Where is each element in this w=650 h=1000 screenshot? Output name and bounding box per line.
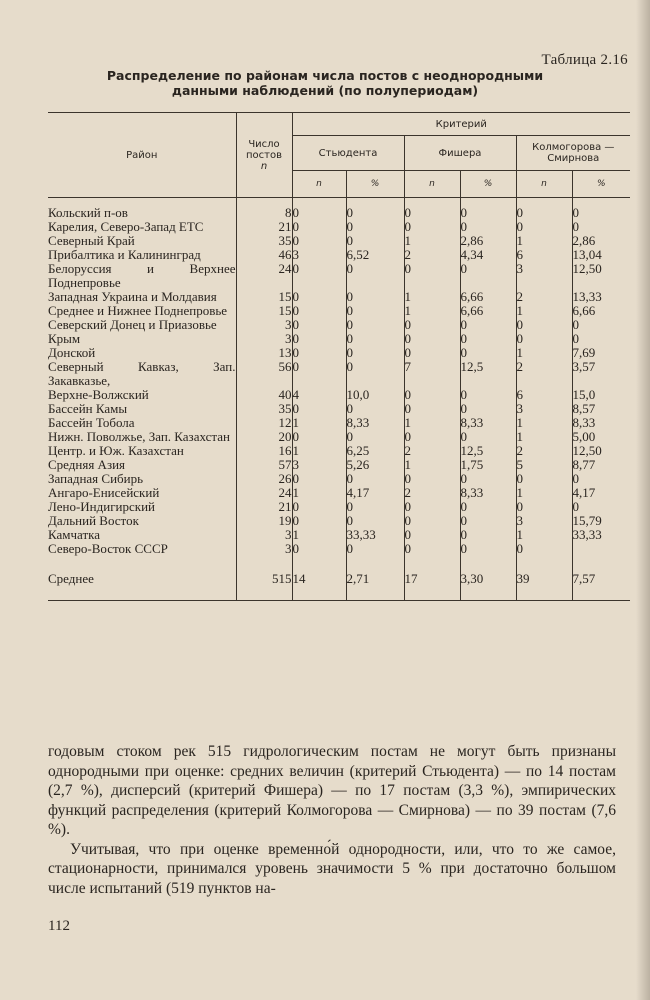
cell-region: Прибалтика и Калининград xyxy=(48,247,201,262)
cell-kolmogorov-n: 1 xyxy=(516,416,572,430)
cell-kolmogorov-pct: 0 xyxy=(572,220,630,234)
table-row xyxy=(48,388,630,402)
cell-region: Крым xyxy=(48,331,81,346)
table-row xyxy=(48,262,630,290)
header-student: Стьюдента xyxy=(292,136,404,171)
caption-line: данными наблюдений (по полупериодам) xyxy=(171,83,479,98)
cell-student-n: 0 xyxy=(292,318,346,332)
cell-posts: 35 xyxy=(236,402,292,416)
cell-student-pct: 0 xyxy=(346,346,404,360)
cell-fisher-pct: 0 xyxy=(460,206,516,220)
cell-posts: 21 xyxy=(236,220,292,234)
cell-kolmogorov-pct: 13,33 xyxy=(572,290,630,304)
cell-kolmogorov-n: 0 xyxy=(516,318,572,332)
cell-fisher-n: 2 xyxy=(404,248,460,262)
table-row xyxy=(48,304,630,318)
cell-fisher-pct: 0 xyxy=(460,500,516,514)
cell-kolmogorov-n: 1 xyxy=(516,304,572,318)
cell-fisher-pct: 6,66 xyxy=(460,304,516,318)
header-n: n xyxy=(292,171,346,198)
cell-fisher-pct: 4,34 xyxy=(460,248,516,262)
table-row xyxy=(48,444,630,458)
cell-posts: 35 xyxy=(236,234,292,248)
cell-kolmogorov-n: 6 xyxy=(516,248,572,262)
cell-student-pct: 0 xyxy=(346,220,404,234)
cell-student-pct: 0 xyxy=(346,472,404,486)
cell-kolmogorov-pct: 6,66 xyxy=(572,304,630,318)
table-row xyxy=(48,402,630,416)
cell-fisher-pct: 0 xyxy=(460,430,516,444)
cell-kolmogorov-pct: 0 xyxy=(572,500,630,514)
cell-student-n: 0 xyxy=(292,402,346,416)
cell-fisher-pct: 0 xyxy=(460,388,516,402)
cell-fisher-n: 0 xyxy=(404,262,460,290)
cell-kolmogorov-pct: 12,50 xyxy=(572,444,630,458)
table-row xyxy=(48,318,630,332)
cell-student-n: 1 xyxy=(292,528,346,542)
cell-region: Западная Украина и Молдавия xyxy=(48,289,217,304)
cell-region: Белоруссия и Верхнее Поднепровье xyxy=(48,261,236,290)
table-row xyxy=(48,528,630,542)
cell-student-pct: 0 xyxy=(346,318,404,332)
cell-fisher-n: 0 xyxy=(404,388,460,402)
page-number: 112 xyxy=(48,918,70,934)
cell-kolmogorov-pct xyxy=(572,542,630,556)
cell-kolmogorov-pct: 3,57 xyxy=(572,360,630,388)
cell-posts: 15 xyxy=(236,290,292,304)
cell-student-n: 0 xyxy=(292,234,346,248)
cell-fisher-n: 0 xyxy=(404,346,460,360)
cell-posts: 56 xyxy=(236,360,292,388)
cell-fisher-pct: 0 xyxy=(460,332,516,346)
cell-student-pct: 0 xyxy=(346,514,404,528)
cell-region: Бассейн Тобола xyxy=(48,415,135,430)
cell-kolmogorov-pct: 4,17 xyxy=(572,486,630,500)
cell-fisher-pct: 0 xyxy=(460,318,516,332)
cell-student-n: 1 xyxy=(292,486,346,500)
cell-fisher-n: 0 xyxy=(404,472,460,486)
cell-kolmogorov-pct: 12,50 xyxy=(572,262,630,290)
cell-fisher-pct: 0 xyxy=(460,514,516,528)
cell-posts: 8 xyxy=(236,206,292,220)
cell-fisher-pct: 8,33 xyxy=(460,486,516,500)
cell-student-n: 1 xyxy=(292,416,346,430)
cell-region: Северский Донец и Приазовье xyxy=(48,317,217,332)
cell-student-n: 4 xyxy=(292,388,346,402)
cell-fisher-pct: 0 xyxy=(460,220,516,234)
cell-kolmogorov-pct: 0 xyxy=(572,472,630,486)
cell-region: Донской xyxy=(48,345,96,360)
cell-posts: 46 xyxy=(236,248,292,262)
cell-student-n: 1 xyxy=(292,444,346,458)
cell-student-pct: 0 xyxy=(346,332,404,346)
cell-kolmogorov-n: 3 xyxy=(516,262,572,290)
cell-kolmogorov-n: 0 xyxy=(516,500,572,514)
cell-fisher-pct: 0 xyxy=(460,402,516,416)
cell-student-pct: 6,25 xyxy=(346,444,404,458)
cell-fisher-n: 1 xyxy=(404,416,460,430)
header-n: n xyxy=(404,171,460,198)
cell-kolmogorov-pct: 15,79 xyxy=(572,514,630,528)
cell-posts: 3 xyxy=(236,528,292,542)
cell-student-n: 0 xyxy=(292,514,346,528)
table-row xyxy=(48,486,630,500)
average-label: Среднее xyxy=(48,572,236,601)
cell-fisher-pct: 0 xyxy=(460,542,516,556)
table-row xyxy=(48,458,630,472)
cell-posts: 12 xyxy=(236,416,292,430)
cell-fisher-n: 0 xyxy=(404,206,460,220)
cell-kolmogorov-n: 1 xyxy=(516,528,572,542)
cell-kolmogorov-n: 1 xyxy=(516,234,572,248)
cell-fisher-pct: 12,5 xyxy=(460,360,516,388)
table-row xyxy=(48,472,630,486)
table-row xyxy=(48,206,630,220)
cell-posts: 3 xyxy=(236,332,292,346)
cell-student-pct: 8,33 xyxy=(346,416,404,430)
cell-student-n: 0 xyxy=(292,472,346,486)
table-row xyxy=(48,332,630,346)
cell-kolmogorov-n: 5 xyxy=(516,458,572,472)
cell-region: Северо-Восток СССР xyxy=(48,541,168,556)
cell-student-n: 0 xyxy=(292,500,346,514)
cell-region: Средняя Азия xyxy=(48,457,126,472)
cell-student-pct: 0 xyxy=(346,402,404,416)
cell-student-pct: 0 xyxy=(346,234,404,248)
table-row xyxy=(48,500,630,514)
cell-fisher-pct: 12,5 xyxy=(460,444,516,458)
cell-fisher-n: 0 xyxy=(404,542,460,556)
header-kolmogorov: Колмогорова — Смирнова xyxy=(516,136,630,171)
cell-posts: 3 xyxy=(236,318,292,332)
cell-posts: 24 xyxy=(236,262,292,290)
cell-region: Карелия, Северо-Запад ЕТС xyxy=(48,219,204,234)
cell-fisher-pct: 0 xyxy=(460,262,516,290)
cell-student-pct: 4,17 xyxy=(346,486,404,500)
cell-student-pct: 0 xyxy=(346,304,404,318)
cell-region: Западная Сибирь xyxy=(48,471,144,486)
cell-kolmogorov-n: 2 xyxy=(516,290,572,304)
cell-kolmogorov-n: 2 xyxy=(516,444,572,458)
cell-kolmogorov-pct: 15,0 xyxy=(572,388,630,402)
cell-posts: 20 xyxy=(236,430,292,444)
cell-student-pct: 6,52 xyxy=(346,248,404,262)
cell-kolmogorov-pct: 8,33 xyxy=(572,416,630,430)
cell-student-pct: 5,26 xyxy=(346,458,404,472)
header-fisher: Фишера xyxy=(404,136,516,171)
cell-student-n: 0 xyxy=(292,262,346,290)
cell-region: Верхне-Волжский xyxy=(48,387,149,402)
cell-posts: 3 xyxy=(236,542,292,556)
cell-region: Ангаро-Енисейский xyxy=(48,485,160,500)
header-posts: Число постов n xyxy=(236,113,292,198)
cell-posts: 515 xyxy=(236,572,292,601)
cell-posts: 21 xyxy=(236,500,292,514)
header-criterion: Критерий xyxy=(292,113,630,136)
cell-fisher-n: 17 xyxy=(404,572,460,601)
header-pct: % xyxy=(572,171,630,198)
cell-student-n: 0 xyxy=(292,220,346,234)
body-text xyxy=(48,742,616,898)
cell-fisher-pct: 1,75 xyxy=(460,458,516,472)
cell-student-pct: 0 xyxy=(346,360,404,388)
cell-kolmogorov-pct: 5,00 xyxy=(572,430,630,444)
table-row xyxy=(48,416,630,430)
cell-fisher-pct: 0 xyxy=(460,346,516,360)
cell-posts: 24 xyxy=(236,486,292,500)
paragraph: годовым стоком рек 515 гидрологическим постам не могут быть признаны однородными при оценке: средних величин (критерий Стьюдента) — по 14 постам (2,7 %), дисперсий (критерий Фишера) — по 17 постам (3,3 %), эмпирических функций распределения (критерий Колмогорова — Смирнова) — по 39 постам (7,6 %). xyxy=(48,743,616,838)
cell-kolmogorov-n: 3 xyxy=(516,514,572,528)
cell-kolmogorov-pct: 7,57 xyxy=(572,572,630,601)
cell-region: Нижн. Поволжье, Зап. Казахстан xyxy=(48,429,230,444)
cell-region: Лено-Индигирский xyxy=(48,499,155,514)
cell-student-pct: 0 xyxy=(346,206,404,220)
table-row xyxy=(48,220,630,234)
cell-student-pct: 10,0 xyxy=(346,388,404,402)
cell-student-n: 0 xyxy=(292,206,346,220)
header-region: Район xyxy=(48,113,236,198)
table-row xyxy=(48,248,630,262)
cell-posts: 15 xyxy=(236,304,292,318)
cell-kolmogorov-n: 39 xyxy=(516,572,572,601)
table-row xyxy=(48,542,630,556)
table-row xyxy=(48,430,630,444)
cell-fisher-n: 0 xyxy=(404,528,460,542)
cell-fisher-n: 0 xyxy=(404,402,460,416)
cell-posts: 19 xyxy=(236,514,292,528)
cell-fisher-pct: 6,66 xyxy=(460,290,516,304)
cell-fisher-pct: 0 xyxy=(460,472,516,486)
cell-posts: 16 xyxy=(236,444,292,458)
table-row xyxy=(48,514,630,528)
cell-posts: 13 xyxy=(236,346,292,360)
cell-student-n: 0 xyxy=(292,332,346,346)
cell-kolmogorov-n: 3 xyxy=(516,402,572,416)
cell-student-n: 14 xyxy=(292,572,346,601)
cell-student-pct: 0 xyxy=(346,430,404,444)
paragraph: Учитывая, что при оценке временно́й однородности, или, что то же самое, стационарности, принимался уровень значимости 5 % при достаточно большом числе испытаний (519 пунктов на- xyxy=(48,840,616,897)
cell-fisher-n: 0 xyxy=(404,318,460,332)
cell-kolmogorov-pct: 13,04 xyxy=(572,248,630,262)
data-table xyxy=(48,112,630,601)
cell-student-n: 0 xyxy=(292,430,346,444)
cell-fisher-n: 0 xyxy=(404,430,460,444)
cell-kolmogorov-pct: 8,57 xyxy=(572,402,630,416)
cell-kolmogorov-n: 1 xyxy=(516,486,572,500)
table-number: Таблица 2.16 xyxy=(541,52,628,68)
cell-fisher-n: 7 xyxy=(404,360,460,388)
table-caption xyxy=(90,68,560,98)
cell-kolmogorov-pct: 8,77 xyxy=(572,458,630,472)
cell-fisher-n: 1 xyxy=(404,458,460,472)
cell-student-pct: 0 xyxy=(346,500,404,514)
cell-kolmogorov-pct: 33,33 xyxy=(572,528,630,542)
cell-fisher-n: 2 xyxy=(404,486,460,500)
cell-region: Среднее и Нижнее Поднепровье xyxy=(48,303,228,318)
cell-kolmogorov-pct: 7,69 xyxy=(572,346,630,360)
cell-region: Бассейн Камы xyxy=(48,401,128,416)
caption-line: Распределение по районам числа постов с неоднородными xyxy=(106,68,544,83)
cell-kolmogorov-pct: 2,86 xyxy=(572,234,630,248)
cell-region: Дальний Восток xyxy=(48,513,139,528)
cell-student-n: 0 xyxy=(292,304,346,318)
cell-kolmogorov-n: 0 xyxy=(516,542,572,556)
cell-kolmogorov-n: 2 xyxy=(516,360,572,388)
cell-fisher-n: 0 xyxy=(404,220,460,234)
header-n: n xyxy=(516,171,572,198)
cell-fisher-pct: 0 xyxy=(460,528,516,542)
cell-student-pct: 0 xyxy=(346,542,404,556)
cell-fisher-pct: 3,30 xyxy=(460,572,516,601)
cell-kolmogorov-n: 0 xyxy=(516,472,572,486)
cell-kolmogorov-n: 0 xyxy=(516,220,572,234)
cell-kolmogorov-n: 0 xyxy=(516,332,572,346)
table-row xyxy=(48,360,630,388)
header-pct: % xyxy=(346,171,404,198)
cell-region: Камчатка xyxy=(48,527,101,542)
cell-student-n: 0 xyxy=(292,290,346,304)
cell-fisher-n: 1 xyxy=(404,234,460,248)
cell-student-n: 0 xyxy=(292,360,346,388)
cell-kolmogorov-n: 1 xyxy=(516,430,572,444)
cell-student-pct: 33,33 xyxy=(346,528,404,542)
cell-region: Центр. и Юж. Казахстан xyxy=(48,443,184,458)
cell-fisher-n: 0 xyxy=(404,514,460,528)
cell-fisher-pct: 8,33 xyxy=(460,416,516,430)
cell-posts: 57 xyxy=(236,458,292,472)
cell-fisher-pct: 2,86 xyxy=(460,234,516,248)
table-row xyxy=(48,234,630,248)
cell-kolmogorov-pct: 0 xyxy=(572,318,630,332)
cell-student-n: 0 xyxy=(292,346,346,360)
cell-student-pct: 0 xyxy=(346,262,404,290)
cell-kolmogorov-pct: 0 xyxy=(572,332,630,346)
cell-student-n: 3 xyxy=(292,248,346,262)
cell-student-n: 3 xyxy=(292,458,346,472)
cell-posts: 26 xyxy=(236,472,292,486)
table-row xyxy=(48,346,630,360)
cell-region: Северный Кавказ, Зап. Закавказье, xyxy=(48,359,236,388)
cell-fisher-n: 0 xyxy=(404,332,460,346)
cell-student-n: 0 xyxy=(292,542,346,556)
page-edge-shadow xyxy=(636,0,650,1000)
cell-student-pct: 2,71 xyxy=(346,572,404,601)
cell-fisher-n: 1 xyxy=(404,304,460,318)
cell-kolmogorov-n: 6 xyxy=(516,388,572,402)
table-row-average xyxy=(48,572,630,601)
header-pct: % xyxy=(460,171,516,198)
cell-fisher-n: 2 xyxy=(404,444,460,458)
cell-fisher-n: 0 xyxy=(404,500,460,514)
cell-student-pct: 0 xyxy=(346,290,404,304)
cell-kolmogorov-n: 1 xyxy=(516,346,572,360)
cell-region: Кольский п-ов xyxy=(48,205,128,220)
cell-fisher-n: 1 xyxy=(404,290,460,304)
table-row xyxy=(48,290,630,304)
cell-kolmogorov-n: 0 xyxy=(516,206,572,220)
cell-posts: 40 xyxy=(236,388,292,402)
cell-region: Северный Край xyxy=(48,233,135,248)
cell-kolmogorov-pct: 0 xyxy=(572,206,630,220)
